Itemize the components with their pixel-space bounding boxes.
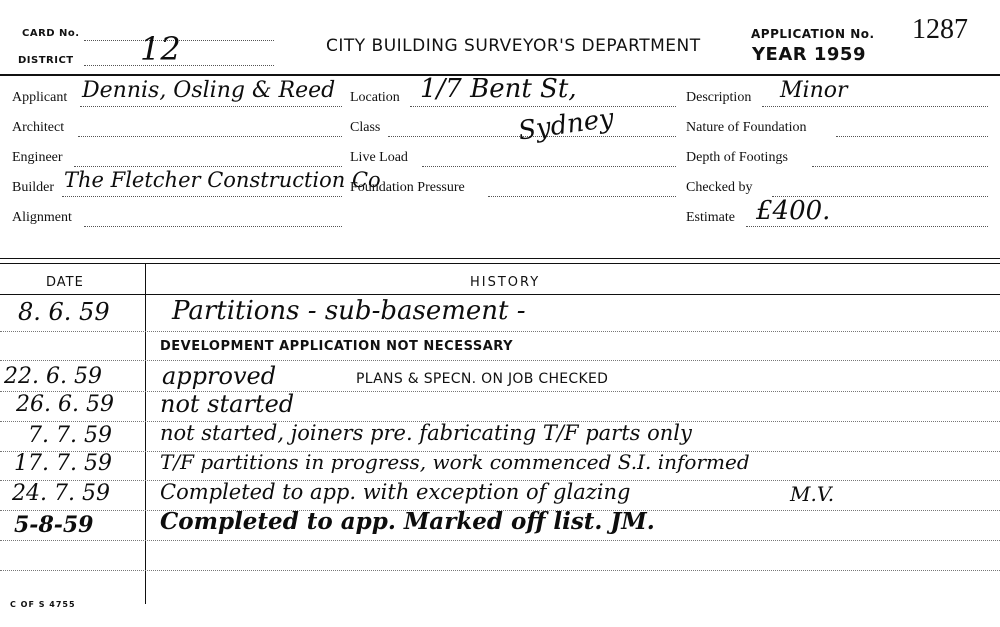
row-line bbox=[0, 540, 1000, 541]
department-title: CITY BUILDING SURVEYOR'S DEPARTMENT bbox=[326, 36, 701, 56]
estimate-line bbox=[746, 226, 988, 227]
history-header: HISTORY bbox=[470, 275, 541, 290]
applicant-value: Dennis, Osling & Reed bbox=[82, 78, 336, 103]
application-label: APPLICATION No. bbox=[751, 27, 875, 41]
foundation-pressure-label: Foundation Pressure bbox=[350, 180, 465, 195]
year-label: YEAR 1959 bbox=[752, 44, 866, 65]
estimate-label: Estimate bbox=[686, 210, 735, 225]
history-date: 26. 6. 59 bbox=[16, 392, 114, 417]
history-entry: not started bbox=[160, 390, 295, 418]
row-line bbox=[0, 570, 1000, 571]
date-column-divider bbox=[145, 264, 146, 604]
builder-line bbox=[62, 196, 342, 197]
district-value: 12 bbox=[140, 30, 181, 68]
engineer-line bbox=[74, 166, 342, 167]
alignment-label: Alignment bbox=[12, 210, 72, 225]
row-line bbox=[0, 391, 1000, 392]
checked-by-label: Checked by bbox=[686, 180, 753, 195]
live-load-line bbox=[422, 166, 676, 167]
nature-of-foundation-label: Nature of Foundation bbox=[686, 120, 807, 135]
history-entry: Partitions - sub-basement - bbox=[172, 296, 526, 326]
date-header: DATE bbox=[46, 275, 84, 290]
builder-value: The Fletcher Construction Co bbox=[64, 168, 381, 192]
history-note: M.V. bbox=[790, 482, 835, 506]
history-entry: Completed to app. with exception of glazing bbox=[160, 480, 631, 504]
history-date: 8. 6. 59 bbox=[18, 298, 110, 326]
plans-checked-stamp: PLANS & SPECN. ON JOB CHECKED bbox=[356, 371, 609, 387]
history-top-rule bbox=[0, 258, 1000, 259]
alignment-line bbox=[84, 226, 342, 227]
location-value: 1/7 Bent St, bbox=[420, 74, 577, 104]
history-date: 7. 7. 59 bbox=[28, 423, 112, 448]
foundation-pressure-line bbox=[488, 196, 676, 197]
application-number: 1287 bbox=[912, 14, 968, 45]
location-value-2: Sydney bbox=[516, 103, 616, 147]
row-line bbox=[0, 331, 1000, 332]
district-label: DISTRICT bbox=[18, 55, 74, 66]
engineer-label: Engineer bbox=[12, 150, 63, 165]
history-entry: T/F partitions in progress, work commenced S.I. informed bbox=[160, 450, 750, 474]
applicant-line bbox=[80, 106, 342, 107]
history-entry: Completed to app. Marked off list. JM. bbox=[160, 508, 655, 535]
nature-of-foundation-line bbox=[836, 136, 988, 137]
applicant-label: Applicant bbox=[12, 90, 68, 105]
architect-line bbox=[78, 136, 342, 137]
class-label: Class bbox=[350, 120, 381, 135]
history-date: 24. 7. 59 bbox=[12, 481, 110, 506]
history-header-rule bbox=[0, 294, 1000, 295]
history-date: 17. 7. 59 bbox=[14, 451, 112, 476]
depth-of-footings-label: Depth of Footings bbox=[686, 150, 788, 165]
description-value: Minor bbox=[780, 78, 848, 103]
history-date: 5-8-59 bbox=[14, 512, 94, 538]
depth-of-footings-line bbox=[812, 166, 988, 167]
history-entry: approved bbox=[162, 362, 277, 390]
location-line bbox=[410, 106, 676, 107]
history-entry: not started, joiners pre. fabricating T/F parts only bbox=[160, 421, 692, 445]
card-no-label: CARD No. bbox=[22, 28, 80, 39]
estimate-value: £400. bbox=[756, 196, 831, 226]
row-line bbox=[0, 360, 1000, 361]
architect-label: Architect bbox=[12, 120, 65, 135]
description-line bbox=[762, 106, 988, 107]
description-label: Description bbox=[686, 90, 752, 105]
development-stamp: DEVELOPMENT APPLICATION NOT NECESSARY bbox=[160, 339, 514, 354]
history-top-rule-2 bbox=[0, 263, 1000, 264]
history-date: 22. 6. 59 bbox=[4, 364, 102, 389]
live-load-label: Live Load bbox=[350, 150, 408, 165]
form-code: C OF S 4755 bbox=[10, 600, 76, 609]
location-label: Location bbox=[350, 90, 400, 105]
builder-label: Builder bbox=[12, 180, 54, 195]
